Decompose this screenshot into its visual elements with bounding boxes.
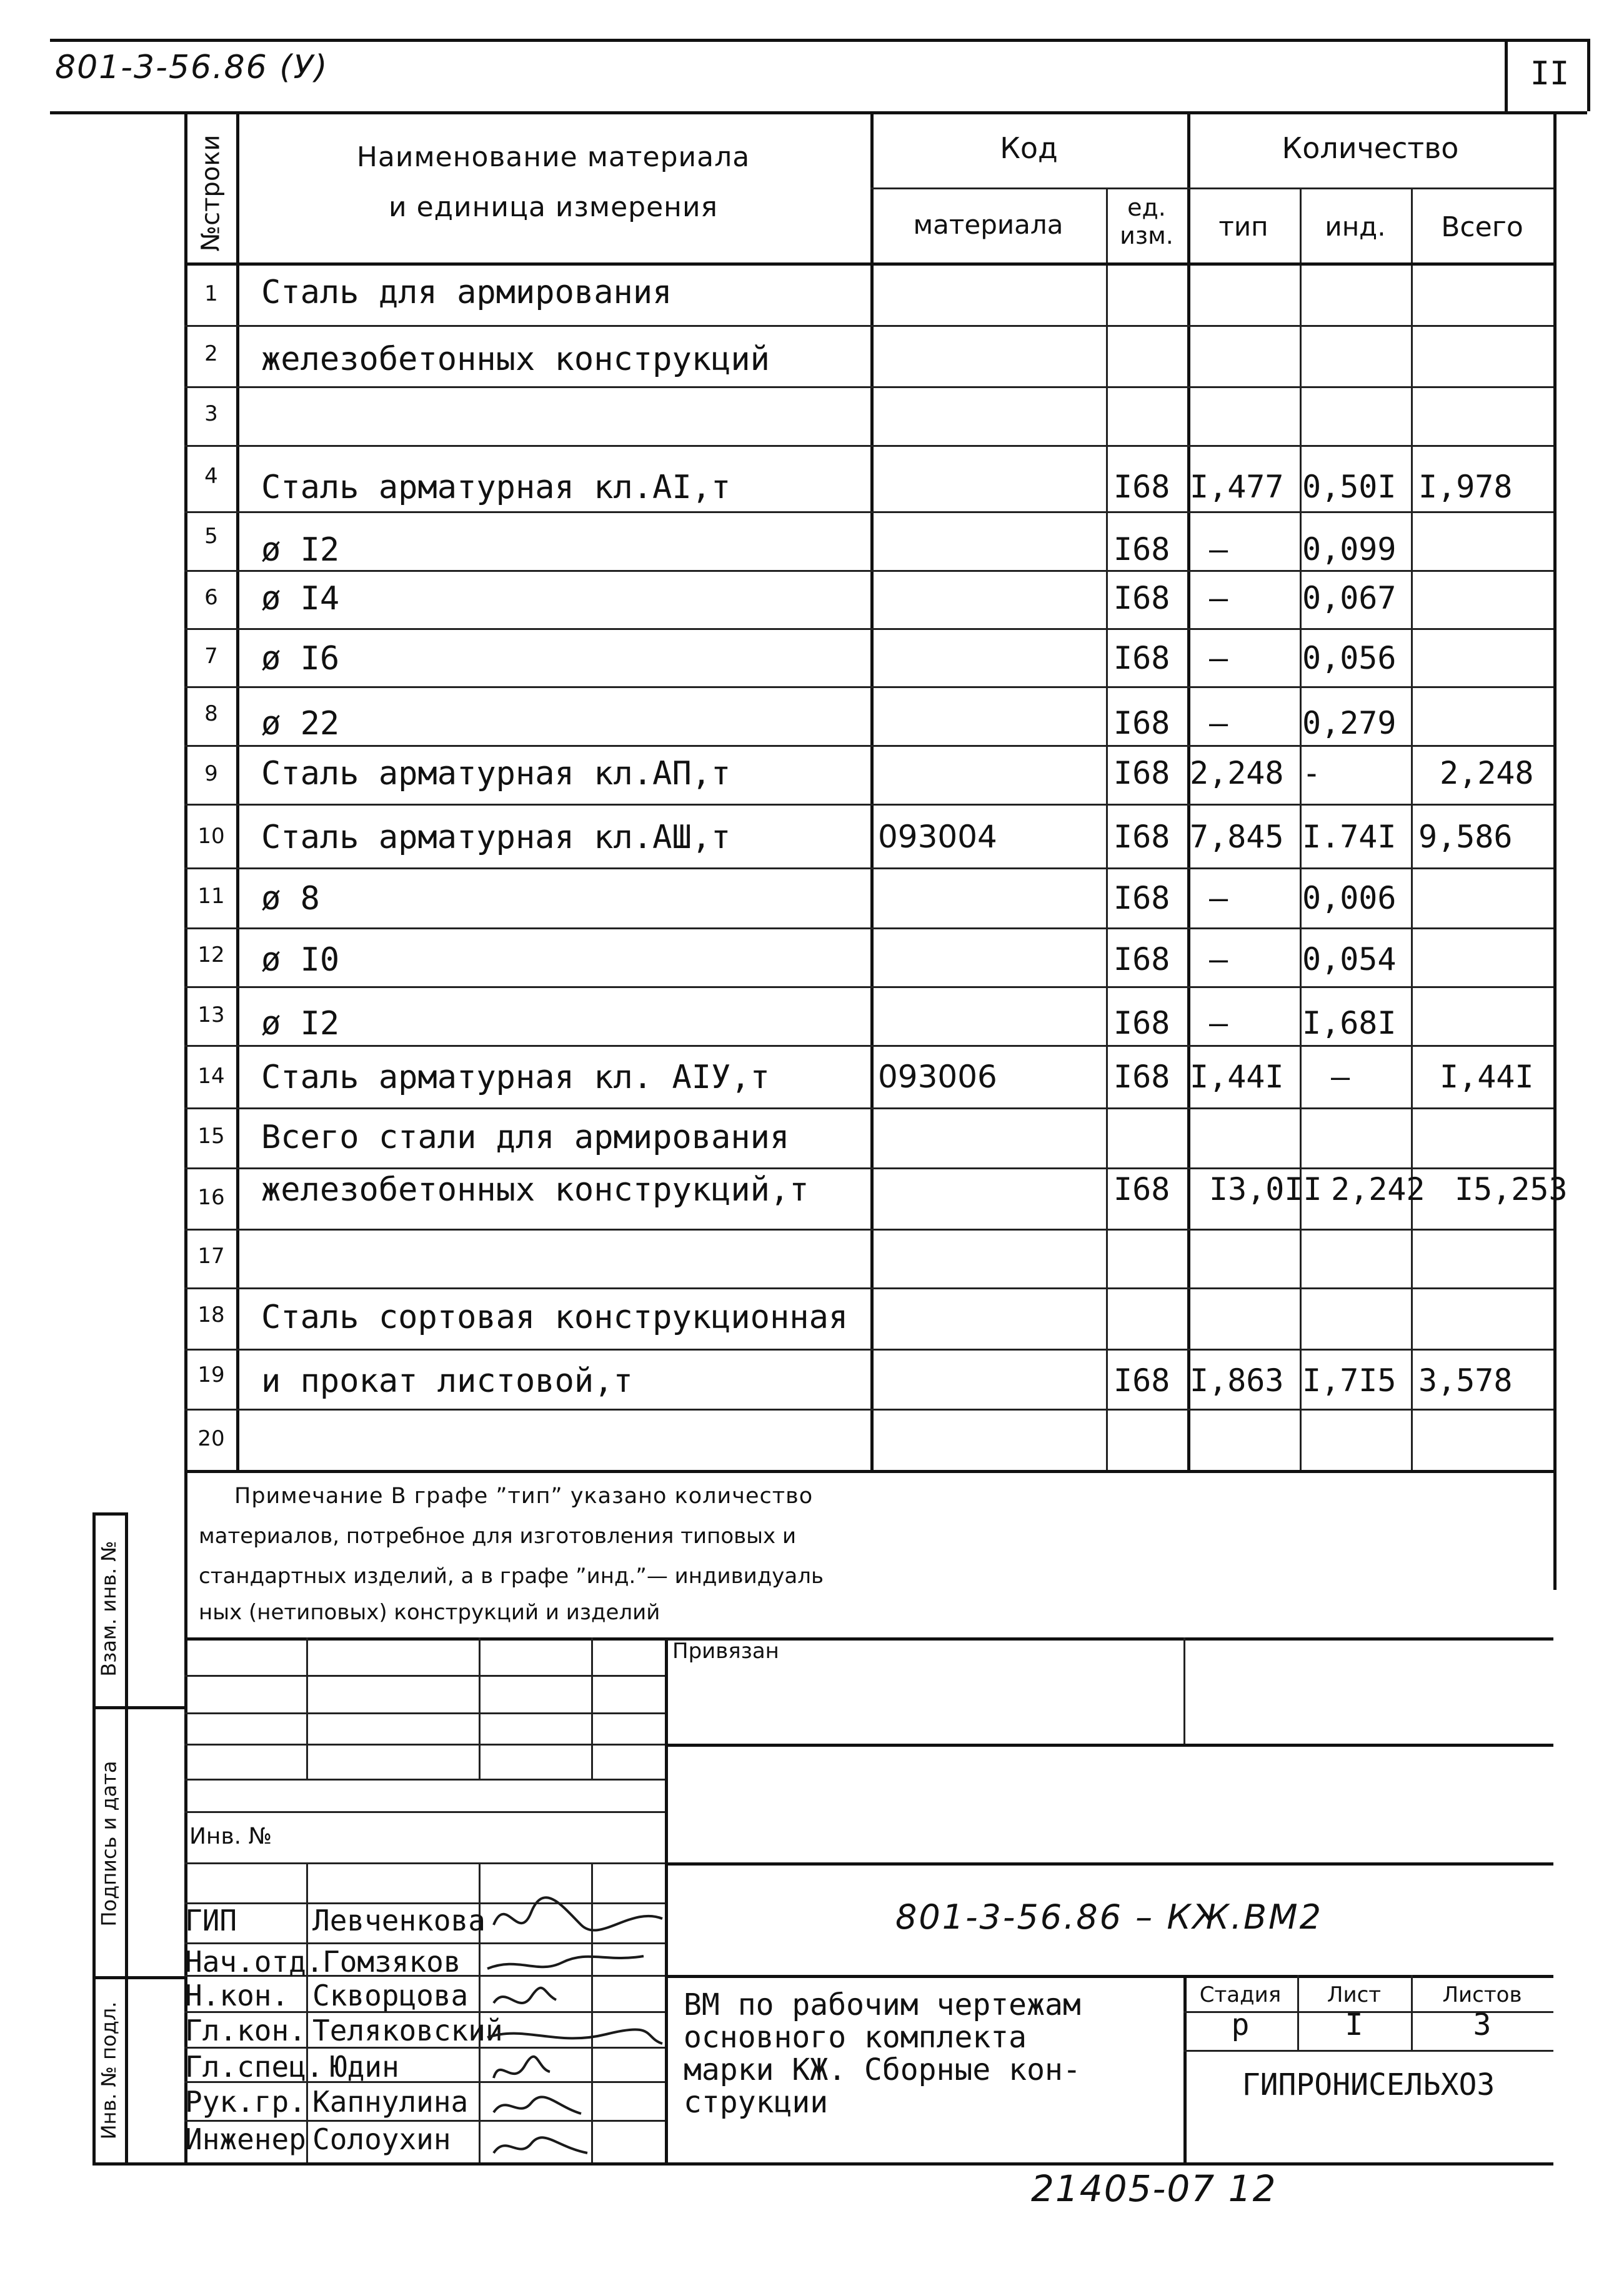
col-header-unit-1: ед. (1127, 194, 1166, 221)
row-type: – (1209, 580, 1228, 616)
signature-mark (494, 2137, 587, 2153)
row-number: 20 (197, 1426, 225, 1451)
description-line: марки КЖ. Сборные кон- (684, 2052, 1081, 2087)
row-ind: 2,242 (1331, 1171, 1425, 1207)
row-number: 13 (197, 1002, 225, 1027)
row-number: 10 (197, 824, 225, 849)
row-unit: I68 (1113, 819, 1170, 855)
signatory-name: Юдин (330, 2050, 399, 2084)
signatory-role: Нач.отд. (185, 1945, 324, 1979)
row-ind: 0,067 (1302, 580, 1397, 616)
row-unit: I68 (1113, 469, 1170, 505)
stage-value: р (1231, 2007, 1250, 2042)
row-code: 093004 (878, 819, 997, 855)
row-number: 7 (204, 644, 218, 669)
row-name: железобетонных конструкций,т (261, 1171, 809, 1209)
col-header-qty-group: Количество (1282, 131, 1459, 165)
row-unit: I68 (1113, 941, 1170, 977)
sheet-number: II (1530, 55, 1570, 92)
signatory-name: Левченкова (312, 1904, 486, 1937)
col-header-name-line2: и единица измерения (388, 191, 719, 223)
signatory-name: Капнулина (312, 2085, 469, 2119)
signature-mark (494, 1897, 662, 1930)
signature-mark (494, 1988, 556, 2003)
side-label-podpis: Подпись и дата (97, 1761, 121, 1927)
col-header-unit-2: изм. (1120, 222, 1173, 249)
col-header-name-line1: Наименование материала (356, 141, 750, 173)
row-name: ø I6 (261, 640, 340, 677)
organization: ГИПРОНИСЕЛЬХОЗ (1242, 2067, 1495, 2102)
row-name: Сталь для армирования (261, 274, 672, 311)
row-number: 6 (204, 585, 218, 610)
row-number: 14 (197, 1064, 225, 1089)
row-name: и прокат листовой,т (261, 1362, 633, 1400)
row-number: 4 (204, 464, 218, 489)
row-unit: I68 (1113, 1171, 1170, 1207)
sheet-value: I (1345, 2007, 1363, 2042)
signature-mark (487, 1956, 644, 1969)
col-header-qty-total: Всего (1441, 211, 1523, 243)
note-line: ных (нетиповых) конструкций и изделий (199, 1600, 660, 1625)
signature-mark (494, 2057, 550, 2078)
signatory-name: Солоухин (312, 2122, 451, 2156)
row-unit: I68 (1113, 880, 1170, 916)
row-number: 19 (197, 1362, 225, 1387)
row-total: I,978 (1418, 469, 1513, 505)
row-type: 2,248 (1190, 755, 1284, 791)
row-number: 8 (204, 701, 218, 726)
doc-code: 801-3-56.86 (У) (55, 49, 329, 86)
row-ind: 0,279 (1302, 705, 1397, 741)
row-number: 18 (197, 1302, 225, 1327)
row-name: ø I2 (261, 1005, 340, 1042)
row-type: – (1209, 880, 1228, 916)
row-type: – (1209, 640, 1228, 676)
signatures (481, 1869, 669, 2169)
signatory-role: Гл.кон. (185, 2014, 306, 2047)
col-header-qty-type: тип (1218, 211, 1268, 242)
signatory-role: Н.кон. (185, 1979, 289, 2012)
note-line: Примечание В графе ”тип” указано количество (234, 1484, 814, 1509)
sheets-label: Листов (1442, 1982, 1522, 2007)
row-number: 11 (197, 884, 225, 909)
row-code: 093006 (878, 1059, 997, 1095)
row-ind: - (1302, 755, 1322, 791)
row-name: ø I0 (261, 941, 340, 979)
note-line: материалов, потребное для изготовления типовых и (199, 1524, 797, 1549)
row-type: – (1209, 1005, 1228, 1041)
row-type: – (1209, 531, 1228, 567)
signatory-name: Гомзяков (322, 1945, 461, 1979)
row-name: ø 22 (261, 705, 340, 742)
description-line: струкции (684, 2085, 829, 2120)
footer-code: 21405-07 12 (1031, 2167, 1277, 2210)
row-unit: I68 (1113, 1362, 1170, 1399)
row-name: ø 8 (261, 880, 320, 917)
row-number: 9 (204, 761, 218, 786)
row-type: I3,0II (1209, 1171, 1322, 1207)
row-ind: I.74I (1302, 819, 1397, 855)
row-total: I,44I (1440, 1059, 1534, 1095)
row-unit: I68 (1113, 1005, 1170, 1041)
signatory-role: Рук.гр. (185, 2085, 306, 2119)
col-header-row-no: №строки (196, 134, 226, 252)
row-type: I,477 (1190, 469, 1284, 505)
description-line: ВМ по рабочим чертежам (684, 1987, 1081, 2022)
row-unit: I68 (1113, 755, 1170, 791)
row-name: Сталь арматурная кл.AШ,т (261, 819, 731, 856)
sheet-label: Лист (1327, 1982, 1382, 2007)
sheets-value: 3 (1473, 2007, 1492, 2042)
signature-mark (494, 2097, 581, 2114)
note-line: стандартных изделий, а в графе ”инд.”— индивидуаль (199, 1564, 824, 1589)
row-number: 3 (204, 401, 218, 426)
row-name: Всего стали для армирования (261, 1119, 790, 1156)
row-number: 5 (204, 524, 218, 549)
row-total: I5,253 (1455, 1171, 1568, 1207)
row-ind: I,7I5 (1302, 1362, 1397, 1399)
col-header-code-group: Код (1000, 131, 1058, 165)
row-total: 3,578 (1418, 1362, 1513, 1399)
privyazan-label: Привязан (672, 1639, 779, 1664)
description-line: основного комплекта (684, 2020, 1027, 2055)
row-number: 16 (197, 1185, 225, 1210)
row-name: ø I2 (261, 531, 340, 569)
row-name: Сталь арматурная кл.AI,т (261, 469, 731, 506)
row-number: 1 (204, 281, 218, 306)
row-ind: 0,50I (1302, 469, 1397, 505)
row-name: Сталь арматурная кл. AIУ,т (261, 1059, 770, 1096)
row-type: 7,845 (1190, 819, 1284, 855)
row-ind: 0,099 (1302, 531, 1397, 567)
row-name: железобетонных конструкций (261, 341, 770, 378)
row-ind: I,68I (1302, 1005, 1397, 1041)
doc-designation: 801-3-56.86 – КЖ.ВМ2 (895, 1897, 1323, 1937)
signature-mark (487, 2029, 662, 2044)
signatory-role: ГИП (185, 1904, 237, 1937)
row-number: 17 (197, 1244, 225, 1269)
signatory-role: Инженер (185, 2122, 306, 2156)
row-total: 2,248 (1440, 755, 1534, 791)
inv-no-label: Инв. № (189, 1824, 272, 1849)
col-header-qty-ind: инд. (1325, 211, 1386, 242)
row-unit: I68 (1113, 705, 1170, 741)
row-ind: 0,054 (1302, 941, 1397, 977)
col-header-code-material: материала (913, 209, 1064, 240)
row-name: Сталь сортовая конструкционная (261, 1299, 849, 1336)
row-name: Сталь арматурная кл.AП,т (261, 755, 731, 792)
row-ind: – (1331, 1059, 1350, 1095)
row-ind: 0,006 (1302, 880, 1397, 916)
signatory-role: Гл.спец. (185, 2050, 324, 2084)
row-number: 12 (197, 942, 225, 967)
side-label-inv-podl: Инв. № подл. (97, 2001, 121, 2140)
row-name: ø I4 (261, 580, 340, 617)
row-unit: I68 (1113, 531, 1170, 567)
row-ind: 0,056 (1302, 640, 1397, 676)
row-number: 15 (197, 1124, 225, 1149)
stage-label: Стадия (1199, 1982, 1282, 2007)
row-type: – (1209, 705, 1228, 741)
row-total: 9,586 (1418, 819, 1513, 855)
row-unit: I68 (1113, 640, 1170, 676)
row-unit: I68 (1113, 580, 1170, 616)
row-type: I,44I (1190, 1059, 1284, 1095)
side-label-vzam: Взам. инв. № (97, 1541, 121, 1677)
signatory-name: Скворцова (312, 1979, 469, 2012)
row-unit: I68 (1113, 1059, 1170, 1095)
row-number: 2 (204, 341, 218, 366)
row-type: I,863 (1190, 1362, 1284, 1399)
signatory-name: Теляковский (312, 2014, 503, 2047)
row-type: – (1209, 941, 1228, 977)
